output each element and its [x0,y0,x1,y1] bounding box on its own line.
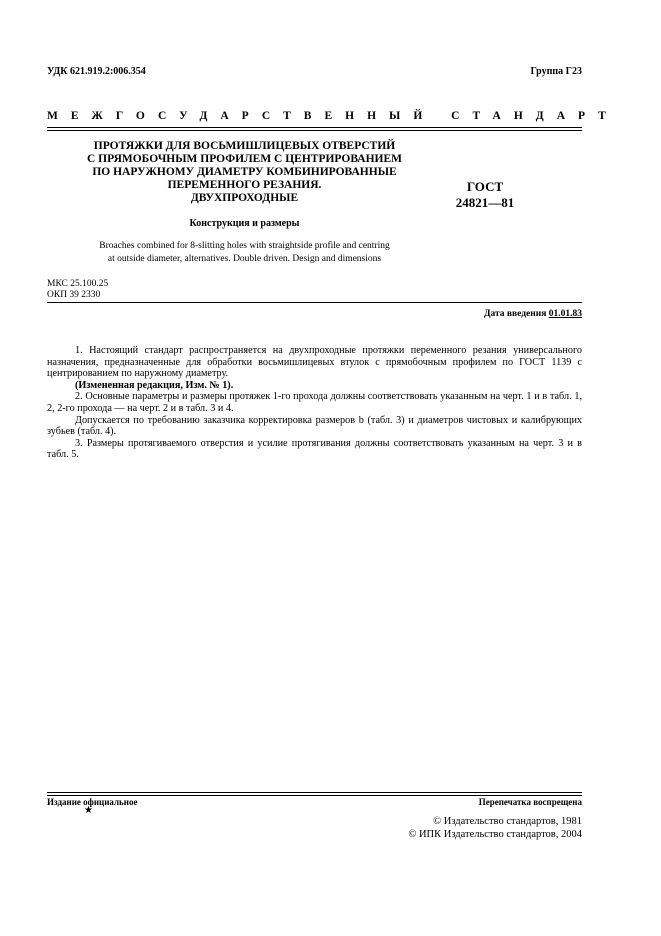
effective-date [484,309,582,319]
udk-code: УДК 621.919.2:006.354 [47,66,146,77]
paragraph: 1. Настоящий стандарт распространяется на двухпроходные протяжки переменного резания универсального назначения, предназначенные для обработки восьмишлицевых втулок с прямобочным профилем по ГОСТ 1139 с центрированием по наружному диаметру. [47,345,582,380]
top-rule-thin [47,130,582,131]
paragraph-amendment: (Измененная редакция, Изм. № 1). [75,379,234,391]
classification-codes [47,279,108,301]
paragraph: 3. Размеры протягиваемого отверстия и усилие протягивания должны соответствовать указанным на черт. 3 и в табл. 5. [47,437,582,461]
english-title [47,240,442,266]
bottom-rule [47,792,582,793]
body-text [47,345,582,461]
title-line: ДВУХПРОХОДНЫЕ [190,192,299,204]
title-line: ПО НАРУЖНОМУ ДИАМЕТРУ КОМБИНИРОВАННЫЕ [92,166,397,178]
copyright [408,815,582,841]
title-line: ПРОТЯЖКИ ДЛЯ ВОСЬМИШЛИЦЕВЫХ ОТВЕРСТИЙ [93,140,396,152]
copyright-line: © Издательство стандартов, 1981 [433,816,582,827]
date-label: Дата введения [483,309,547,319]
official-edition: Издание официальное [47,797,138,807]
paragraph: 2. Основные параметры и размеры протяжек 1-го прохода должны соответствовать указанным на черт. 1 и в табл. 1, 2, 2-го прохода — на черт. 2 и в табл. 3 и 4. [47,391,582,414]
bottom-rule-thin [47,795,582,796]
date-value: 01.01.83 [548,309,582,319]
paragraph: Допускается по требованию заказчика корректировка размеров b (табл. 3) и диаметров чистовых и калибрующих зубьев (табл. 4). [47,414,582,438]
top-rule [47,127,582,128]
middle-rule [47,302,582,303]
okp-code: ОКП 39 2330 [47,290,101,300]
reprint-notice: Перепечатка воспрещена [478,797,582,807]
english-line: at outside diameter, alternatives. Double driven. Design and dimensions [107,254,382,264]
gost-label: ГОСТ [466,179,504,194]
star-icon: ★ [84,805,93,816]
gost-number: 24821—81 [455,195,515,210]
group-code: Группа Г23 [530,66,582,77]
copyright-line: © ИПК Издательство стандартов, 2004 [408,829,582,840]
subtitle: Конструкция и размеры [189,218,300,229]
title-line: ПЕРЕМЕННОГО РЕЗАНИЯ. [167,179,322,191]
english-line: Broaches combined for 8-slitting holes with straightside profile and centring [99,241,390,251]
standard-banner: МЕЖГОСУДАРСТВЕННЫЙ СТАНДАРТ [47,110,619,122]
mks-code: МКС 25.100.25 [47,279,109,289]
title-line: С ПРЯМОБОЧНЫМ ПРОФИЛЕМ С ЦЕНТРИРОВАНИЕМ [87,153,402,165]
gost-designation [440,179,530,211]
document-title [47,140,442,205]
